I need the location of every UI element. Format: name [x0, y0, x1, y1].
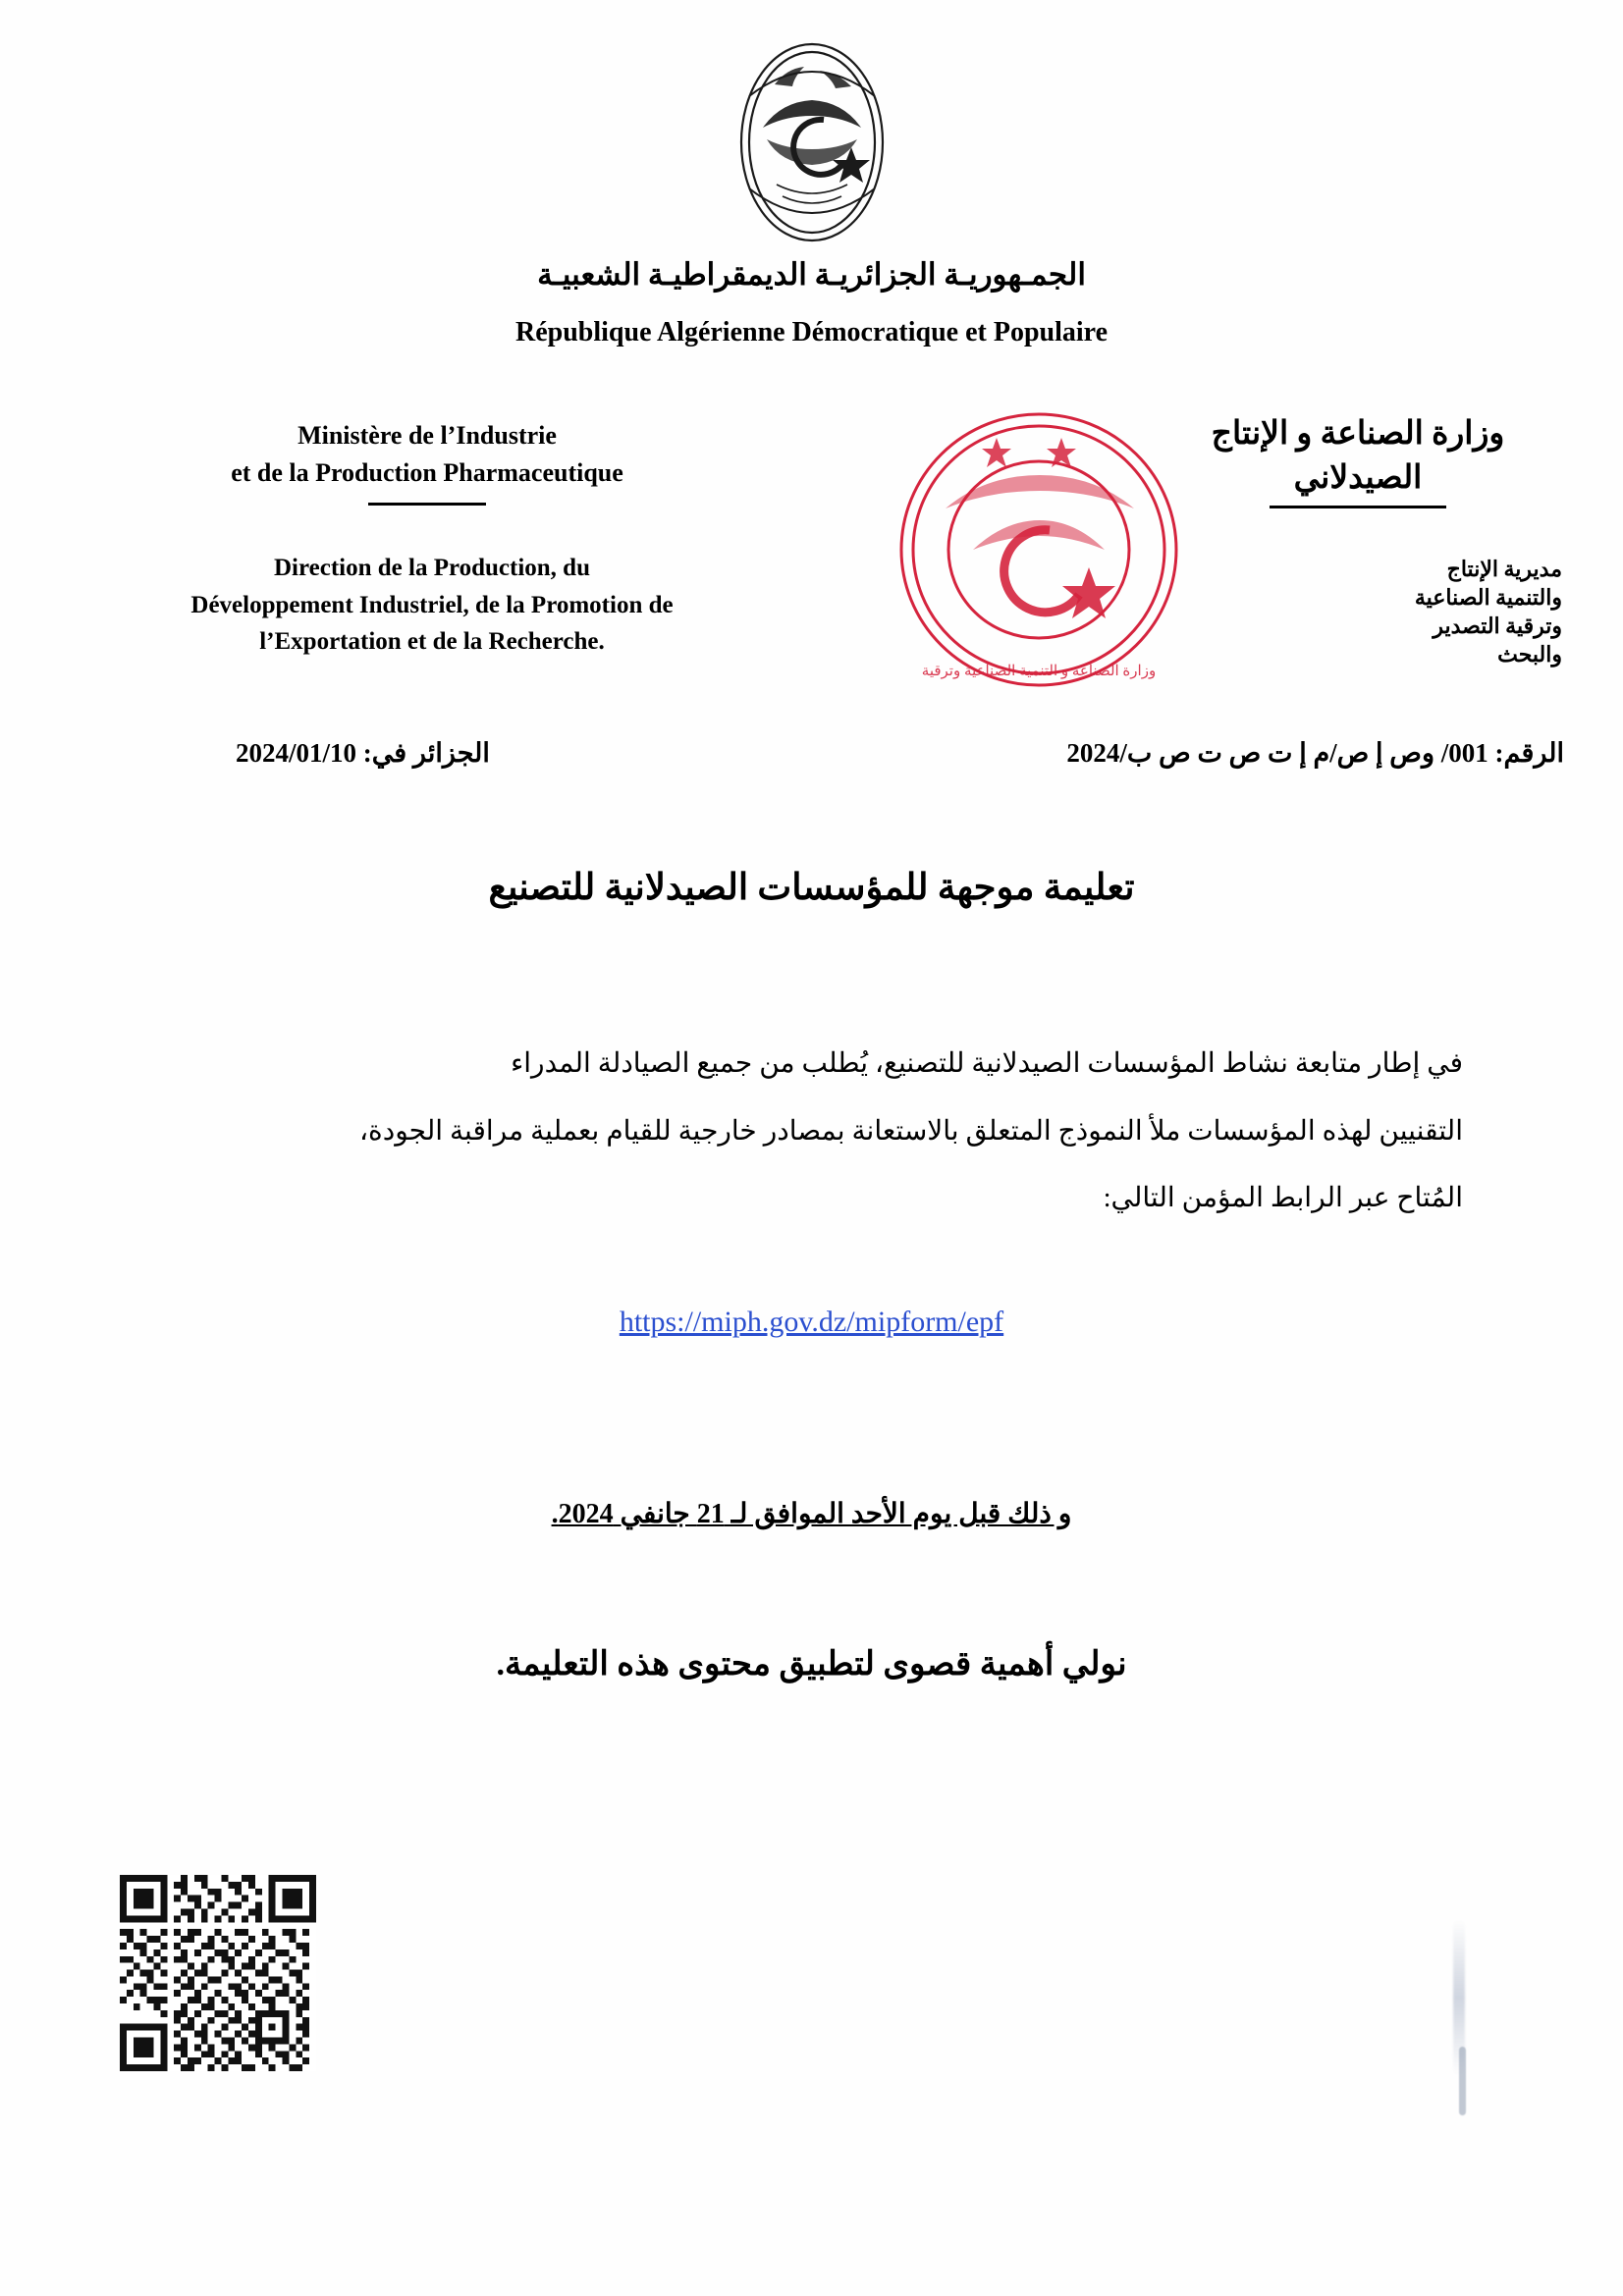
direction-french-line2: Développement Industriel, de la Promotion de — [190, 591, 674, 618]
ministry-arabic — [1152, 412, 1564, 516]
direction-french-line1: Direction de la Production, du — [273, 555, 590, 581]
direction-french-line3: l’Exportation et de la Recherche. — [259, 628, 605, 655]
place-label: الجزائر في: — [362, 738, 490, 768]
document-body — [167, 1031, 1463, 1233]
direction-french — [44, 550, 820, 661]
form-link[interactable]: https://miph.gov.dz/mipform/epf — [619, 1306, 1004, 1338]
ministry-arabic-line1: وزارة الصناعة و الإنتاج — [1211, 416, 1505, 452]
national-emblem-icon — [704, 37, 920, 248]
scan-artifact-secondary — [1459, 2047, 1466, 2115]
ministry-arabic-line2: الصيدلاني — [1293, 459, 1423, 496]
country-name-french: République Algérienne Démocratique et Populaire — [515, 317, 1108, 347]
stamp-text: وزارة الصناعة و التنمية الصناعية وترقية — [921, 664, 1157, 679]
body-paragraph-3: المُتاح عبر الرابط المؤمن التالي: — [1103, 1183, 1463, 1214]
document-date: 2024/01/10 — [236, 738, 357, 768]
form-link-line — [0, 1306, 1623, 1339]
ministry-french-line2: et de la Production Pharmaceutique — [231, 457, 623, 487]
direction-arabic-line1: مديرية الإنتاج — [1446, 557, 1562, 581]
official-stamp — [887, 402, 1191, 697]
direction-arabic-line2: والتنمية الصناعية — [1414, 585, 1562, 611]
closing-statement: نولي أهمية قصوى لتطبيق محتوى هذه التعليمة. — [496, 1646, 1127, 1682]
body-paragraph-1: في إطار متابعة نشاط المؤسسات الصيدلانية للتصنيع، يُطلب من جميع الصيادلة المدراء — [511, 1048, 1463, 1079]
document-title: تعليمة موجهة للمؤسسات الصيدلانية للتصنيع — [488, 868, 1135, 908]
place-and-date — [236, 738, 490, 769]
divider-rule-arabic — [1270, 506, 1446, 508]
reference-number: الرقم: 001/ وص إ ص/م إ ت ص ت ص ب/2024 — [1066, 738, 1564, 768]
direction-arabic-line4: والبحث — [1497, 642, 1562, 667]
deadline-text: و ذلك قبل يوم الأحد الموافق لـ 21 جانفي 2024. — [551, 1499, 1072, 1529]
divider-rule-french — [368, 503, 486, 506]
qr-code — [120, 1875, 316, 2071]
country-name-arabic: الجمـهوريـة الجزائريـة الديمقراطيـة الشعبيـة — [537, 257, 1086, 292]
ministry-french — [29, 417, 825, 519]
direction-arabic — [1336, 555, 1562, 668]
direction-arabic-line3: وترقية التصدير — [1433, 614, 1562, 639]
body-paragraph-2: التقنيين لهذه المؤسسات ملأ النموذج المتعلق بالاستعانة بمصادر خارجية للقيام بعملية مراقبة الجودة، — [359, 1115, 1463, 1147]
ministry-french-line1: Ministère de l’Industrie — [298, 421, 557, 450]
